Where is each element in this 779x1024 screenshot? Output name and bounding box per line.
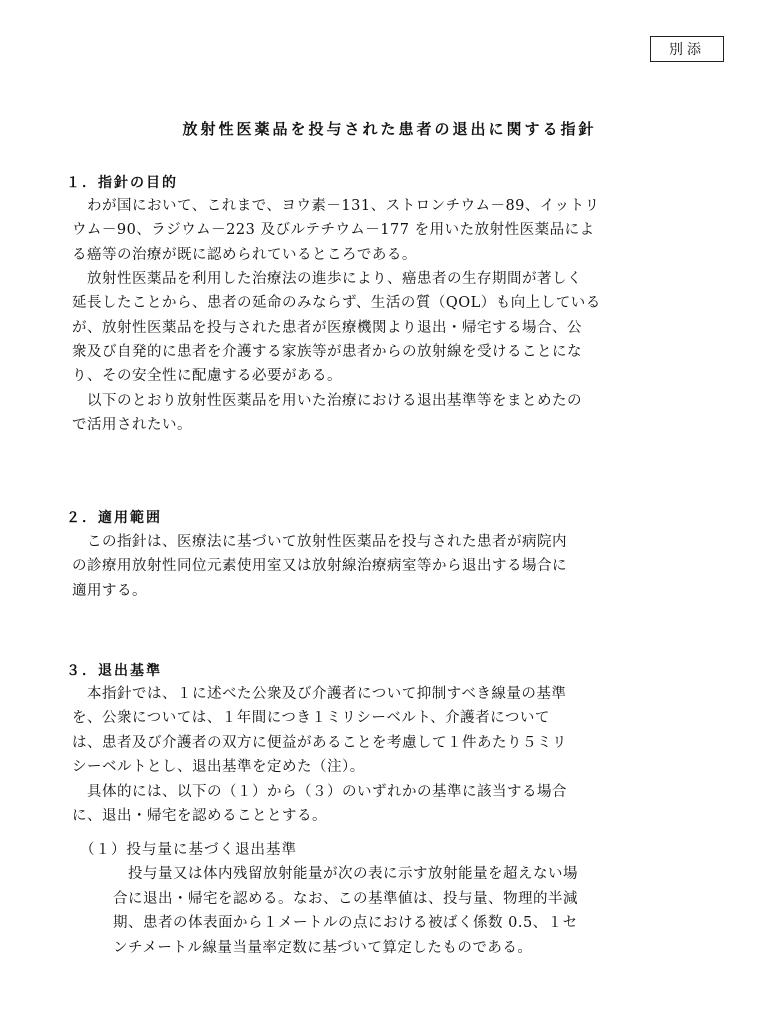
subsection-heading-dose-based: （１）投与量に基づく退出基準 bbox=[80, 842, 297, 858]
section-heading-scope: ２．適用範囲 bbox=[66, 510, 162, 526]
paragraph-purpose-2: 放射性医薬品を利用した治療法の進歩により、癌患者の生存期間が著しく 延長したことから、患者の延命のみならず、生活の質（QOL）も向上している が、放射性医薬品を投与された患者が医療機関より退出・帰宅する場合、公 衆及び自発的に患者を介護する家族等が患者からの放射線を受けることにな り、その安全性に配慮する必要がある。 bbox=[72, 271, 601, 385]
paragraph-scope: この指針は、医療法に基づいて放射性医薬品を投与された患者が病院内 の診療用放射性同位元素使用室又は放射線治療病室等から退出する場合に 適用する。 bbox=[72, 534, 567, 599]
document-title: 放射性医薬品を投与された患者の退出に関する指針 bbox=[182, 120, 597, 138]
section-heading-purpose: １．指針の目的 bbox=[66, 175, 178, 191]
paragraph-dose-based: 投与量又は体内残留放射能量が次の表に示す放射能量を超えない場 合に退出・帰宅を認める。なお、この基準値は、投与量、物理的半減 期、患者の体表面から１メートルの点における被ばく係数 0.5、１セ ンチメートル線量当量率定数に基づいて算定したものである。 bbox=[113, 866, 578, 956]
attachment-label: 別添 bbox=[650, 36, 724, 62]
paragraph-discharge-1: 本指針では、１に述べた公衆及び介護者について抑制すべき線量の基準 を、公衆については、１年間につき１ミリシーベルト、介護者について は、患者及び介護者の双方に便益があることを考慮して１件あたり５ミリ シーベルトとし、退出基準を定めた（注）。 bbox=[72, 686, 567, 775]
paragraph-purpose-3: 以下のとおり放射性医薬品を用いた治療における退出基準等をまとめたの で活用されたい。 bbox=[72, 393, 582, 434]
section-heading-discharge-criteria: ３．退出基準 bbox=[66, 663, 162, 679]
paragraph-discharge-2: 具体的には、以下の（１）から（３）のいずれかの基準に該当する場合 に、退出・帰宅を認めることとする。 bbox=[72, 784, 567, 825]
paragraph-purpose-1: わが国において、これまで、ヨウ素－131、ストロンチウム－89、イットリ ウム－90、ラジウム－223 及びルテチウム－177 を用いた放射性医薬品によ る癌等の治療が既に認められているところである。 bbox=[72, 198, 600, 263]
